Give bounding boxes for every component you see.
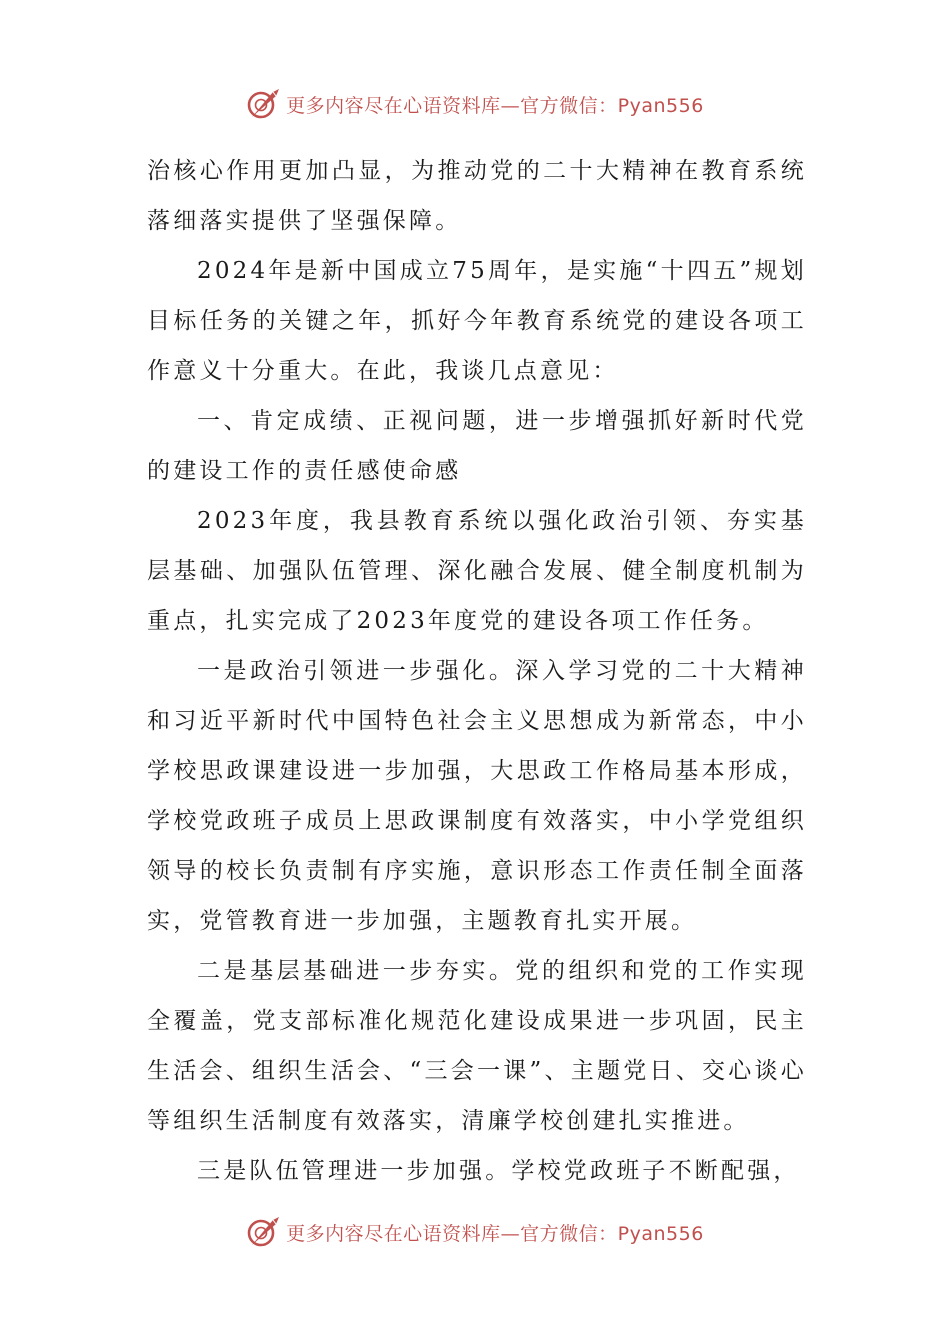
footer-wechat-id: Pyan556: [617, 1222, 704, 1245]
header-wechat-id: Pyan556: [617, 94, 704, 117]
document-body: [147, 146, 807, 1196]
paragraph-4: 一是政治引领进一步强化。深入学习党的二十大精神和习近平新时代中国特色社会主义思想成为新常态，中小学校思政课建设进一步加强，大思政工作格局基本形成，学校党政班子成员上思政课制度有效落实，中小学党组织领导的校长负责制有序实施，意识形态工作责任制全面落实，党管教育进一步加强，主题教育扎实开展。: [147, 658, 807, 934]
footer-watermark-banner: [0, 1212, 950, 1252]
quill-logo-icon: [246, 86, 282, 122]
header-banner-text: 更多内容尽在心语资料库—官方微信：Pyan556: [286, 94, 704, 117]
paragraph-3: 2023年度，我县教育系统以强化政治引领、夯实基层基础、加强队伍管理、深化融合发展、健全制度机制为重点，扎实完成了2023年度党的建设各项工作任务。: [147, 508, 807, 634]
section-heading-1: 一、肯定成绩、正视问题，进一步增强抓好新时代党的建设工作的责任感使命感: [147, 408, 807, 484]
footer-banner-text: 更多内容尽在心语资料库—官方微信：Pyan556: [286, 1222, 704, 1245]
paragraph-1: 治核心作用更加凸显，为推动党的二十大精神在教育系统落细落实提供了坚强保障。: [147, 158, 807, 234]
paragraph-5: 二是基层基础进一步夯实。党的组织和党的工作实现全覆盖，党支部标准化规范化建设成果进一步巩固，民主生活会、组织生活会、“三会一课”、主题党日、交心谈心等组织生活制度有效落实，清廉学校创建扎实推进。: [147, 958, 807, 1134]
quill-logo-icon: [246, 1214, 282, 1250]
paragraph-2: 2024年是新中国成立75周年，是实施“十四五”规划目标任务的关键之年，抓好今年教育系统党的建设各项工作意义十分重大。在此，我谈几点意见：: [147, 258, 807, 384]
paragraph-6: 三是队伍管理进一步加强。学校党政班子不断配强，: [197, 1158, 800, 1184]
header-watermark-banner: [0, 84, 950, 124]
